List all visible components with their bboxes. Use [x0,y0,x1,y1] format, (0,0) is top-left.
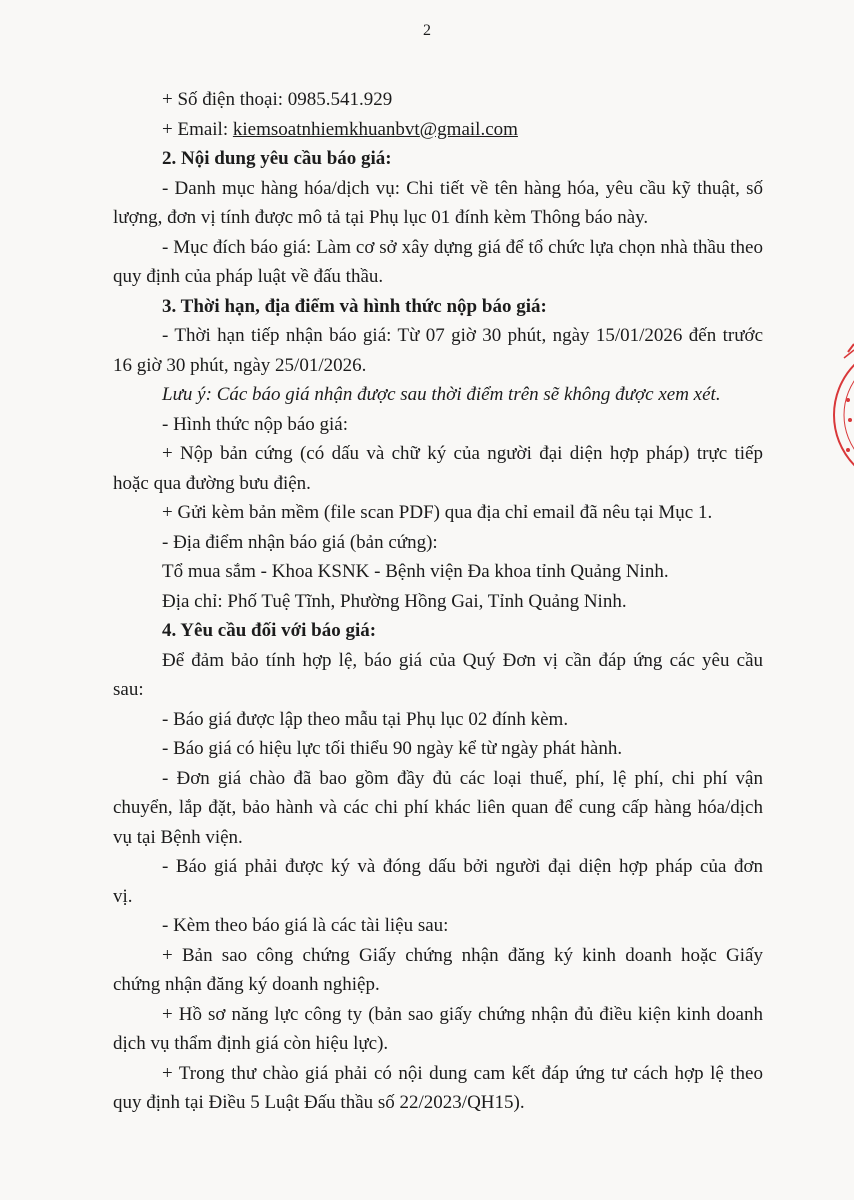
section-3-soft-copy: + Gửi kèm bản mềm (file scan PDF) qua địa chỉ email đã nêu tại Mục 1. [162,502,713,523]
section-4-doc-2-line-1: + Hồ sơ năng lực công ty (bản sao giấy chứng nhận đủ điều kiện kinh doanh [162,1003,763,1025]
page-number: 2 [423,22,431,39]
section-2-heading: 2. Nội dung yêu cầu báo giá: [162,148,392,169]
section-3-location-address: Địa chỉ: Phố Tuệ Tĩnh, Phường Hồng Gai, Tỉnh Quảng Ninh. [162,590,627,612]
section-4-intro-line-1: Để đảm bảo tính hợp lệ, báo giá của Quý Đơn vị cần đáp ứng các yêu cầu [162,649,763,671]
section-4-price-line-2: chuyển, lắp đặt, bảo hành và các chi phí khác liên quan để cung cấp hàng hóa/dịch [113,797,763,818]
section-3-deadline-line-2: 16 giờ 30 phút, ngày 25/01/2026. [113,354,367,376]
contact-email-line [113,115,763,145]
section-3-hard-copy-line-2: hoặc qua đường bưu điện. [113,472,311,494]
section-3-method-heading: - Hình thức nộp báo giá: [162,413,349,435]
section-4-heading: 4. Yêu cầu đối với báo giá: [162,620,377,641]
section-2-purpose-line-1: - Mục đích báo giá: Làm cơ sở xây dựng giá để tổ chức lựa chọn nhà thầu theo [162,236,763,258]
section-4-docs-heading: - Kèm theo báo giá là các tài liệu sau: [162,915,449,936]
section-4-price-line-1: - Đơn giá chào đã bao gồm đầy đủ các loại thuế, phí, lệ phí, chi phí vận [162,767,763,789]
section-2-goods-line-1: - Danh mục hàng hóa/dịch vụ: Chi tiết về tên hàng hóa, yêu cầu kỹ thuật, số [162,177,763,199]
section-4-price-line-3: vụ tại Bệnh viện. [113,826,243,848]
section-3-heading: 3. Thời hạn, địa điểm và hình thức nộp báo giá: [162,295,547,317]
section-4-intro-line-2: sau: [113,679,144,700]
section-3-note: Lưu ý: Các báo giá nhận được sau thời điểm trên sẽ không được xem xét. [162,384,721,405]
document-body [113,85,763,1118]
section-2-goods-line-2: lượng, đơn vị tính được mô tả tại Phụ lục 01 đính kèm Thông báo này. [113,207,649,228]
section-4-doc-1-line-1: + Bản sao công chứng Giấy chứng nhận đăng ký kinh doanh hoặc Giấy [162,944,763,966]
section-3-deadline-line-1: - Thời hạn tiếp nhận báo giá: Từ 07 giờ 30 phút, ngày 15/01/2026 đến trước [162,325,763,346]
stamp-edge [826,340,854,490]
section-4-doc-2-line-2: dịch vụ thẩm định giá còn hiệu lực). [113,1033,389,1054]
contact-email-prefix: + Email: [162,118,233,140]
contact-phone: + Số điện thoại: 0985.541.929 [162,89,393,110]
section-4-doc-3-line-2: quy định tại Điều 5 Luật Đấu thầu số 22/2023/QH15). [113,1092,525,1113]
section-4-validity: - Báo giá có hiệu lực tối thiểu 90 ngày kể từ ngày phát hành. [162,738,623,759]
stamp-icon [826,340,854,490]
section-4-sign-line-2: vị. [113,885,133,907]
section-3-hard-copy-line-1: + Nộp bản cứng (có dấu và chữ ký của người đại diện hợp pháp) trực tiếp [162,443,763,464]
section-3-location-heading: - Địa điểm nhận báo giá (bản cứng): [162,531,438,553]
section-4-form: - Báo giá được lập theo mẫu tại Phụ lục 02 đính kèm. [162,708,569,730]
section-3-location-unit: Tổ mua sắm - Khoa KSNK - Bệnh viện Đa khoa tỉnh Quảng Ninh. [162,561,669,582]
section-2-purpose-line-2: quy định của pháp luật về đấu thầu. [113,266,384,287]
section-4-sign-line-1: - Báo giá phải được ký và đóng dấu bởi người đại diện hợp pháp của đơn [162,856,763,877]
section-4-doc-1-line-2: chứng nhận đăng ký doanh nghiệp. [113,974,380,995]
contact-email-link[interactable]: kiemsoatnhiemkhuanbvt@gmail.com [232,118,518,140]
section-4-doc-3-line-1: + Trong thư chào giá phải có nội dung cam kết đáp ứng tư cách hợp lệ theo [162,1062,763,1084]
